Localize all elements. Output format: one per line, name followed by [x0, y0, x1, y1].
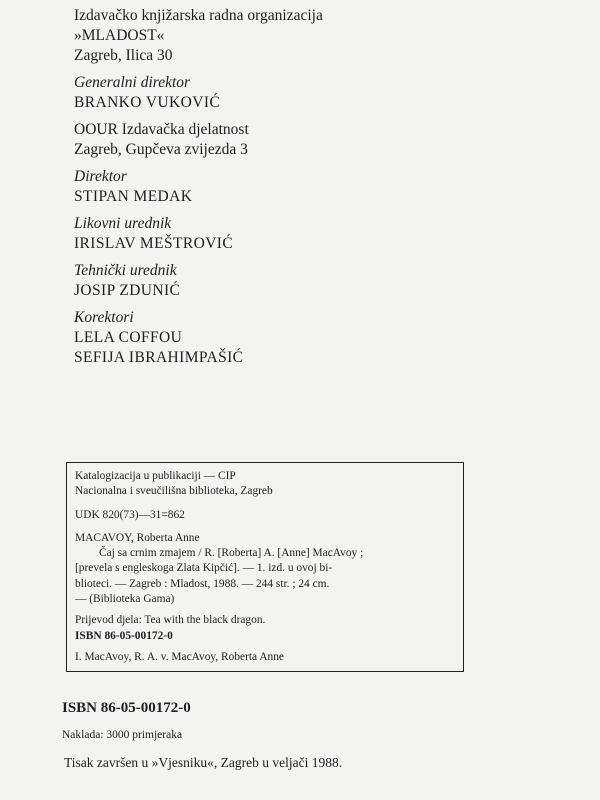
- cip-header: Katalogizacija u publikaciji — CIP: [75, 470, 236, 482]
- proofreader-name: SEFIJA IBRAHIMPAŠIĆ: [74, 349, 244, 366]
- oour-block: [74, 120, 554, 160]
- cip-udk: UDK 820(73)—31=862: [75, 508, 185, 521]
- oour-line-1: OOUR Izdavačka djelatnost: [74, 121, 249, 138]
- technical-editor-block: [74, 261, 554, 301]
- print-run: Naklada: 3000 primjeraka: [62, 729, 183, 741]
- art-editor-block: [74, 214, 554, 254]
- technical-editor-name: JOSIP ZDUNIĆ: [74, 282, 181, 299]
- proofreaders-role: Korektori: [74, 309, 134, 326]
- general-director-block: [74, 73, 554, 113]
- cip-isbn: ISBN 86-05-00172-0: [75, 629, 173, 642]
- director-block: [74, 167, 554, 207]
- cip-index: I. MacAvoy, R. A. v. MacAvoy, Roberta Anne: [75, 650, 284, 663]
- cip-record-box: [66, 462, 464, 672]
- publisher-address: Zagreb, Ilica 30: [74, 47, 173, 64]
- director-role: Direktor: [74, 168, 127, 185]
- oour-line-2: Zagreb, Gupčeva zvijezda 3: [74, 141, 248, 158]
- cip-original-title: Prijevod djela: Tea with the black dragon.: [75, 614, 266, 627]
- publisher-name: »MLADOST«: [74, 27, 165, 44]
- cip-library: Nacionalna i sveučilišna biblioteka, Zagreb: [75, 485, 273, 498]
- proofreader-name: LELA COFFOU: [74, 329, 183, 346]
- cip-author: MACAVOY, Roberta Anne: [75, 531, 200, 544]
- printing-note: Tisak završen u »Vjesniku«, Zagreb u veljači 1988.: [64, 755, 343, 770]
- proofreaders-block: [74, 308, 554, 368]
- cip-description-line: [prevela s engleskoga Zlata Kipčić]. — 1. izd. u ovoj bi-: [75, 562, 333, 575]
- cip-series: — (Biblioteka Gama): [75, 593, 175, 606]
- general-director-name: BRANKO VUKOVIĆ: [74, 94, 221, 111]
- publisher-block: [74, 6, 554, 66]
- isbn-main: ISBN 86-05-00172-0: [62, 700, 191, 716]
- art-editor-name: IRISLAV MEŠTROVIĆ: [74, 235, 234, 252]
- art-editor-role: Likovni urednik: [74, 215, 172, 232]
- credits-section: [74, 6, 554, 368]
- technical-editor-role: Tehnički urednik: [74, 262, 177, 279]
- director-name: STIPAN MEDAK: [74, 188, 193, 205]
- cip-description-line: blioteci. — Zagreb : Mladost, 1988. — 244 str. ; 24 cm.: [75, 577, 330, 590]
- publisher-organization: Izdavačko knjižarska radna organizacija: [74, 7, 323, 24]
- cip-description-line: Čaj sa crnim zmajem / R. [Roberta] A. [Anne] MacAvoy ;: [99, 547, 364, 560]
- general-director-role: Generalni direktor: [74, 74, 191, 91]
